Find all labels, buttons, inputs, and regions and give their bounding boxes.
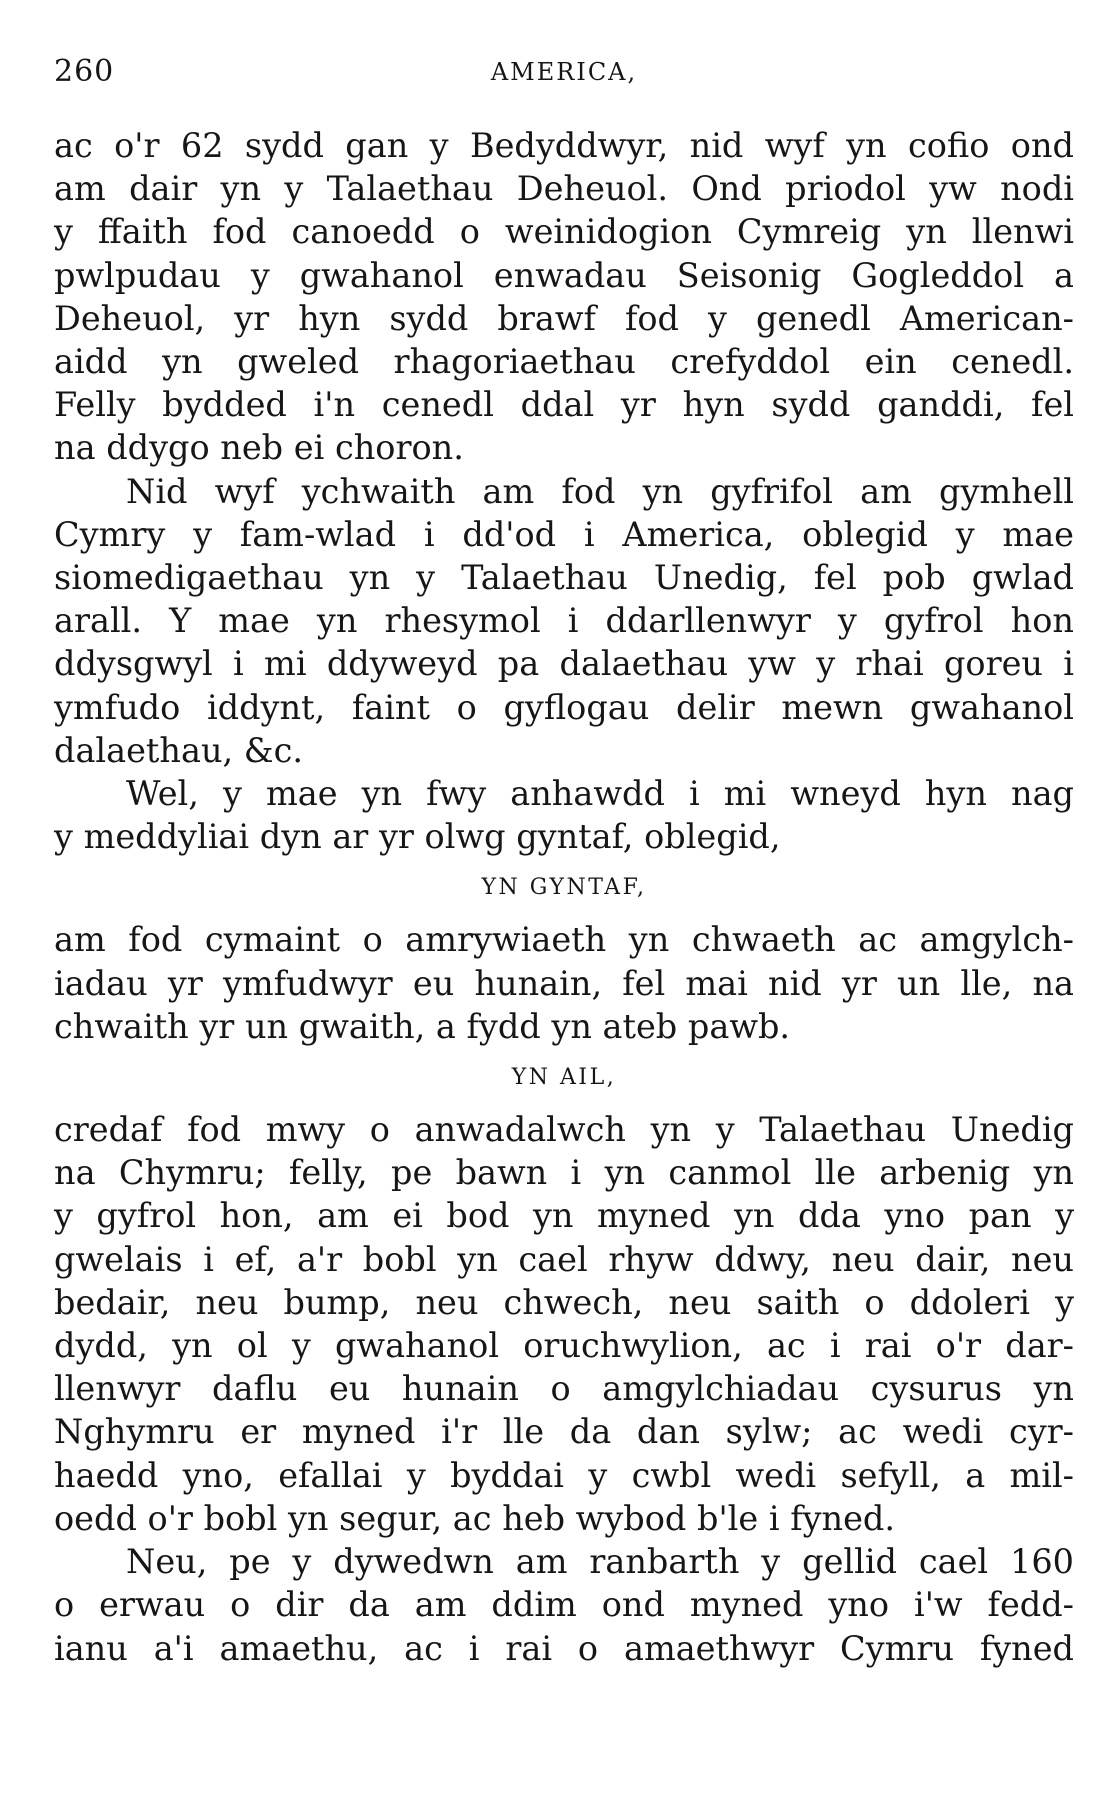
- body-text: [54, 124, 1074, 1670]
- text-line: iadau yr ymfudwyr eu hunain, fel mai nid yr un lle, na: [54, 963, 1074, 1003]
- text-line: llenwyr daflu eu hunain o amgylchiadau cysurus yn: [54, 1369, 1074, 1409]
- text-line: Neu, pe y dywedwn am ranbarth y gellid cael 160: [126, 1542, 1074, 1582]
- text-line: am dair yn y Talaethau Deheuol. Ond priodol yw nodi: [54, 169, 1074, 209]
- text-line: am fod cymaint o amrywiaeth yn chwaeth ac amgylch-: [54, 920, 1074, 960]
- text-line: na ddygo neb ei choron.: [54, 428, 464, 468]
- text-line: credaf fod mwy o anwadalwch yn y Talaethau Unedig: [54, 1110, 1074, 1150]
- text-line: ianu a'i amaethu, ac i rai o amaethwyr Cymru fyned: [54, 1628, 1074, 1668]
- text-line: o erwau o dir da am ddim ond myned yno i'w fedd-: [54, 1585, 1074, 1625]
- text-line: haedd yno, efallai y byddai y cwbl wedi sefyll, a mil-: [54, 1455, 1074, 1495]
- section-heading-second: YN AIL,: [511, 1065, 617, 1091]
- text-line: arall. Y mae yn rhesymol i ddarllenwyr y gyfrol hon: [54, 601, 1074, 641]
- text-line: Nghymru er myned i'r lle da dan sylw; ac wedi cyr-: [54, 1412, 1074, 1452]
- page-number: 260: [54, 54, 115, 89]
- text-line: dydd, yn ol y gwahanol oruchwylion, ac i rai o'r dar-: [54, 1326, 1074, 1366]
- paragraph-5: [54, 1108, 1074, 1540]
- paragraph-4: [54, 918, 1074, 1048]
- paragraph-6: [54, 1540, 1074, 1670]
- paragraph-1: [54, 124, 1074, 470]
- text-line: ddysgwyl i mi ddyweyd pa dalaethau yw y rhai goreu i: [54, 644, 1074, 684]
- text-line: na Chymru; felly, pe bawn i yn canmol lle arbenig yn: [54, 1153, 1074, 1193]
- paragraph-2: [54, 470, 1074, 772]
- text-line: ac o'r 62 sydd gan y Bedyddwyr, nid wyf yn cofio ond: [54, 126, 1074, 165]
- text-line: siomedigaethau yn y Talaethau Unedig, fel pob gwlad: [54, 558, 1074, 598]
- text-line: Wel, y mae yn fwy anhawdd i mi wneyd hyn nag: [126, 774, 1074, 814]
- text-line: pwlpudau y gwahanol enwadau Seisonig Gogleddol a: [54, 255, 1074, 295]
- text-line: Felly bydded i'n cenedl ddal yr hyn sydd ganddi, fel: [54, 385, 1074, 425]
- running-head: [54, 48, 1074, 98]
- running-title: AMERICA,: [490, 58, 638, 86]
- text-line: gwelais i ef, a'r bobl yn cael rhyw ddwy, neu dair, neu: [54, 1239, 1074, 1279]
- text-line: Cymry y fam-wlad i dd'od i America, oblegid y mae: [54, 514, 1074, 554]
- text-line: y ffaith fod canoedd o weinidogion Cymreig yn llenwi: [54, 212, 1074, 252]
- text-line: y meddyliai dyn ar yr olwg gyntaf, oblegid,: [54, 817, 781, 857]
- text-line: aidd yn gweled rhagoriaethau crefyddol ein cenedl.: [54, 342, 1074, 382]
- text-line: oedd o'r bobl yn segur, ac heb wybod b'le i fyned.: [54, 1498, 896, 1538]
- text-line: bedair, neu bump, neu chwech, neu saith o ddoleri y: [54, 1282, 1074, 1322]
- text-line: Deheuol, yr hyn sydd brawf fod y genedl American-: [54, 298, 1074, 338]
- text-line: chwaith yr un gwaith, a fydd yn ateb pawb.: [54, 1006, 791, 1046]
- text-line: ymfudo iddynt, faint o gyflogau delir mewn gwahanol: [54, 687, 1074, 727]
- paragraph-3: [54, 772, 1074, 858]
- section-heading-first: YN GYNTAF,: [481, 875, 647, 901]
- text-line: Nid wyf ychwaith am fod yn gyfrifol am gymhell: [126, 471, 1074, 511]
- text-line: dalaethau, &c.: [54, 730, 304, 770]
- text-line: y gyfrol hon, am ei bod yn myned yn dda yno pan y: [54, 1196, 1074, 1236]
